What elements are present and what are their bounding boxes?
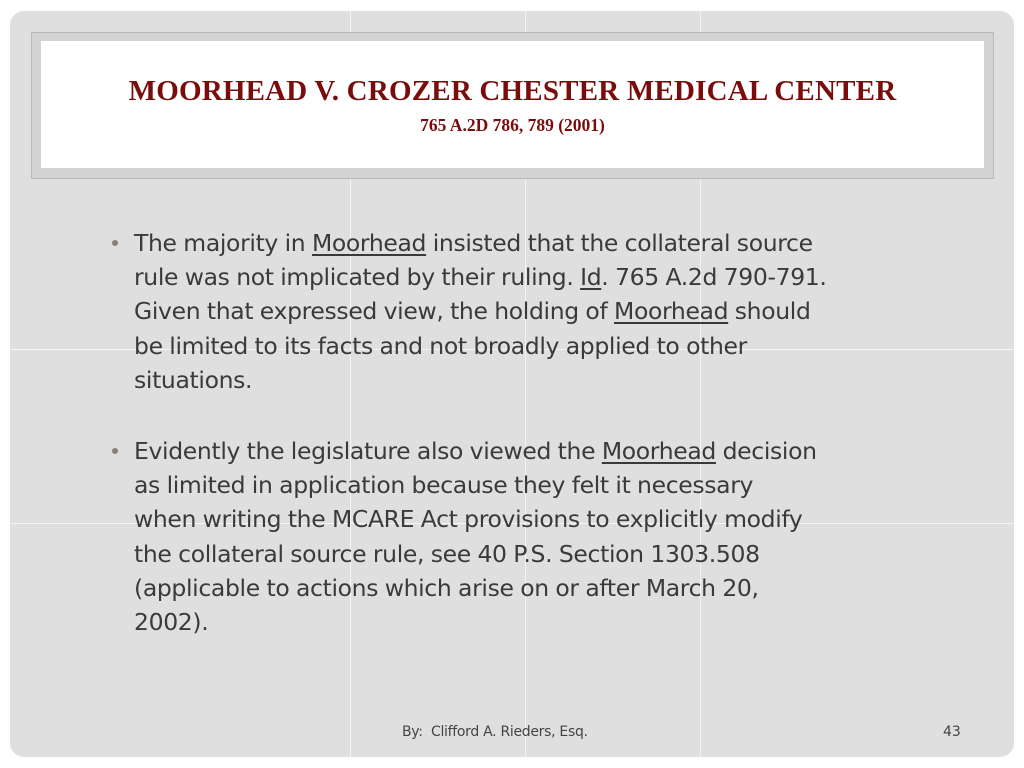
text-segment: (applicable to actions which arise on or after March 20, [134,573,759,602]
text-segment: rule was not implicated by their ruling. [134,263,581,292]
text-line [134,502,974,536]
text-segment: . 765 A.2d 790-791. [601,263,827,292]
text-segment: as limited in application because they felt it necessary [134,471,754,500]
case-citation: Moorhead [311,229,427,257]
text-segment: situations. [134,365,253,394]
slide-title: MOORHEAD V. CROZER CHESTER MEDICAL CENTER [128,75,897,107]
text-line [134,468,974,502]
text-line [134,537,974,571]
page-number: 43 [943,724,961,740]
text-segment: The majority in [134,229,312,257]
text-segment: when writing the MCARE Act provisions to explicitly modify [134,505,803,534]
text-segment: the collateral source rule, see 40 P.S. Section 1303.508 [134,539,760,568]
text-segment: decision [715,437,817,466]
text-segment: be limited to its facts and not broadly applied to other [134,331,747,360]
text-line [134,605,974,639]
case-citation: Moorhead [601,437,716,466]
title-frame [31,32,994,179]
text-line [134,571,974,605]
bullet-dot-icon [112,240,118,246]
title-box [41,41,984,168]
bullet-list [104,226,974,639]
case-citation: Moorhead [614,297,729,326]
text-segment: Given that expressed view, the holding of [134,297,615,326]
case-citation: Id [580,263,602,292]
text-segment: insisted that the collateral source [426,229,813,257]
footer-author: By: Clifford A. Rieders, Esq. [402,724,588,740]
text-line [134,260,974,294]
text-segment: should [728,297,811,326]
text-segment: Evidently the legislature also viewed the [134,437,602,466]
text-line [134,226,974,260]
bullet-dot-icon [112,448,118,454]
bullet-item [104,434,974,639]
text-line [134,434,974,468]
text-line [134,294,974,328]
text-line [134,329,974,363]
slide-subtitle: 765 A.2D 786, 789 (2001) [420,115,605,135]
text-segment: 2002). [134,608,209,637]
bullet-item [104,226,974,397]
text-line [134,363,974,397]
